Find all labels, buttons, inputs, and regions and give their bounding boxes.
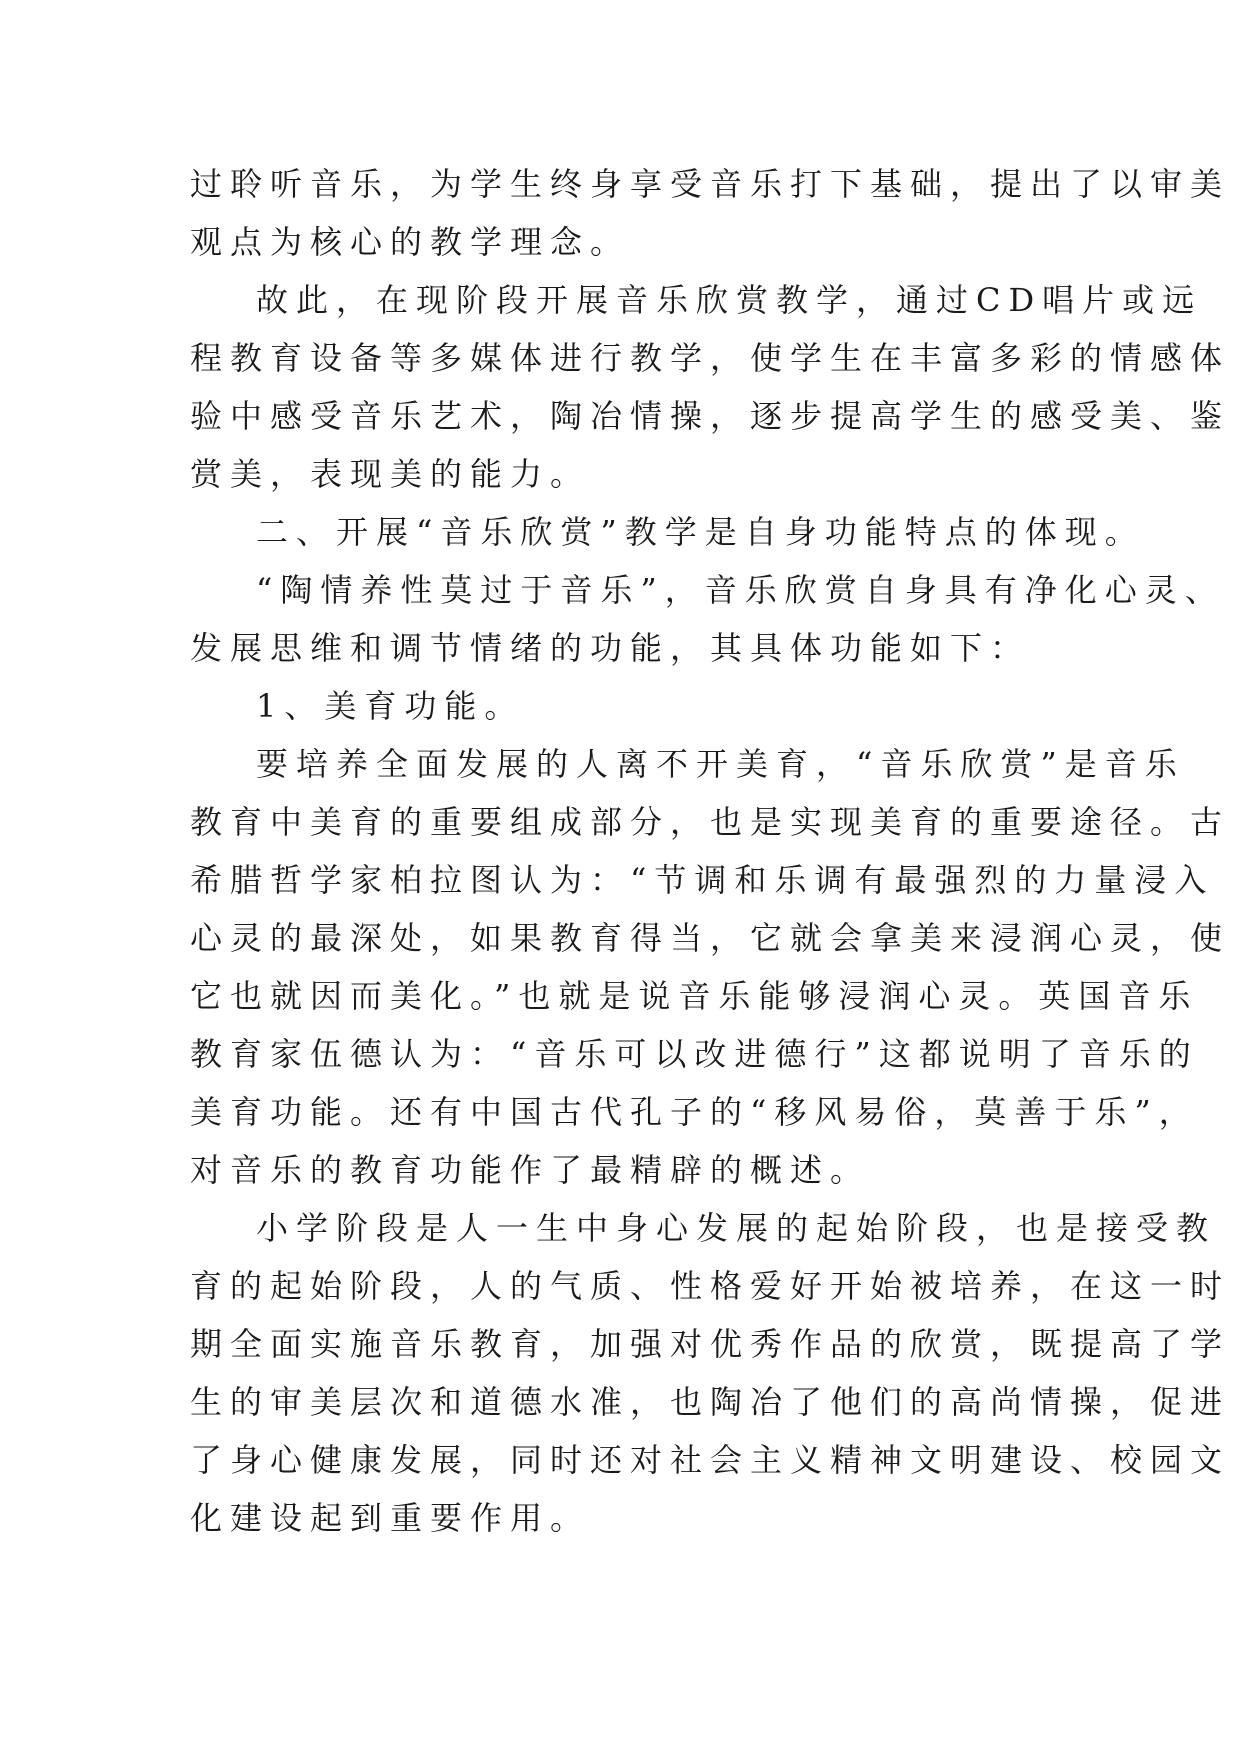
text-line: 赏美，表现美的能力。 — [190, 455, 591, 493]
text-line: 发展思维和调节情绪的功能，其具体功能如下： — [190, 629, 1031, 667]
text-line: 它也就因而美化。”也就是说音乐能够浸润心灵。英国音乐 — [190, 977, 1199, 1015]
text-line: 教育中美育的重要组成部分，也是实现美育的重要途径。古 — [190, 803, 1231, 841]
text-line: 观点为核心的教学理念。 — [190, 223, 631, 261]
text-line: 了身心健康发展，同时还对社会主义精神文明建设、校园文 — [190, 1441, 1231, 1479]
text-line: 小学阶段是人一生中身心发展的起始阶段，也是接受教 — [256, 1209, 1217, 1247]
text-line: 要培养全面发展的人离不开美育，“音乐欣赏”是音乐 — [256, 745, 1185, 783]
text-line: 生的审美层次和道德水准，也陶冶了他们的高尚情操，促进 — [190, 1383, 1231, 1421]
text-line: 心灵的最深处，如果教育得当，它就会拿美来浸润心灵，使 — [190, 919, 1231, 957]
text-line: 过聆听音乐，为学生终身享受音乐打下基础，提出了以审美 — [190, 165, 1231, 203]
text-line: 故此，在现阶段开展音乐欣赏教学，通过CD唱片或远 — [256, 281, 1203, 319]
text-line: 育的起始阶段，人的气质、性格爱好开始被培养，在这一时 — [190, 1267, 1231, 1305]
section-heading: 二、开展“音乐欣赏”教学是自身功能特点的体现。 — [256, 513, 1145, 551]
text-line: 期全面实施音乐教育，加强对优秀作品的欣赏，既提高了学 — [190, 1325, 1231, 1363]
text-line: 美育功能。还有中国古代孔子的“移风易俗，莫善于乐”， — [190, 1093, 1199, 1131]
text-line: 对音乐的教育功能作了最精辟的概述。 — [190, 1151, 871, 1189]
text-line: 程教育设备等多媒体进行教学，使学生在丰富多彩的情感体 — [190, 339, 1231, 377]
text-line: “陶情养性莫过于音乐”，音乐欣赏自身具有净化心灵、 — [256, 571, 1225, 609]
text-line: 教育家伍德认为：“音乐可以改进德行”这都说明了音乐的 — [190, 1035, 1199, 1073]
subsection-heading: 1、美育功能。 — [256, 687, 525, 725]
text-line: 希腊哲学家柏拉图认为：“节调和乐调有最强烈的力量浸入 — [190, 861, 1215, 899]
text-line: 化建设起到重要作用。 — [190, 1499, 591, 1537]
text-line: 验中感受音乐艺术，陶冶情操，逐步提高学生的感受美、鉴 — [190, 397, 1231, 435]
